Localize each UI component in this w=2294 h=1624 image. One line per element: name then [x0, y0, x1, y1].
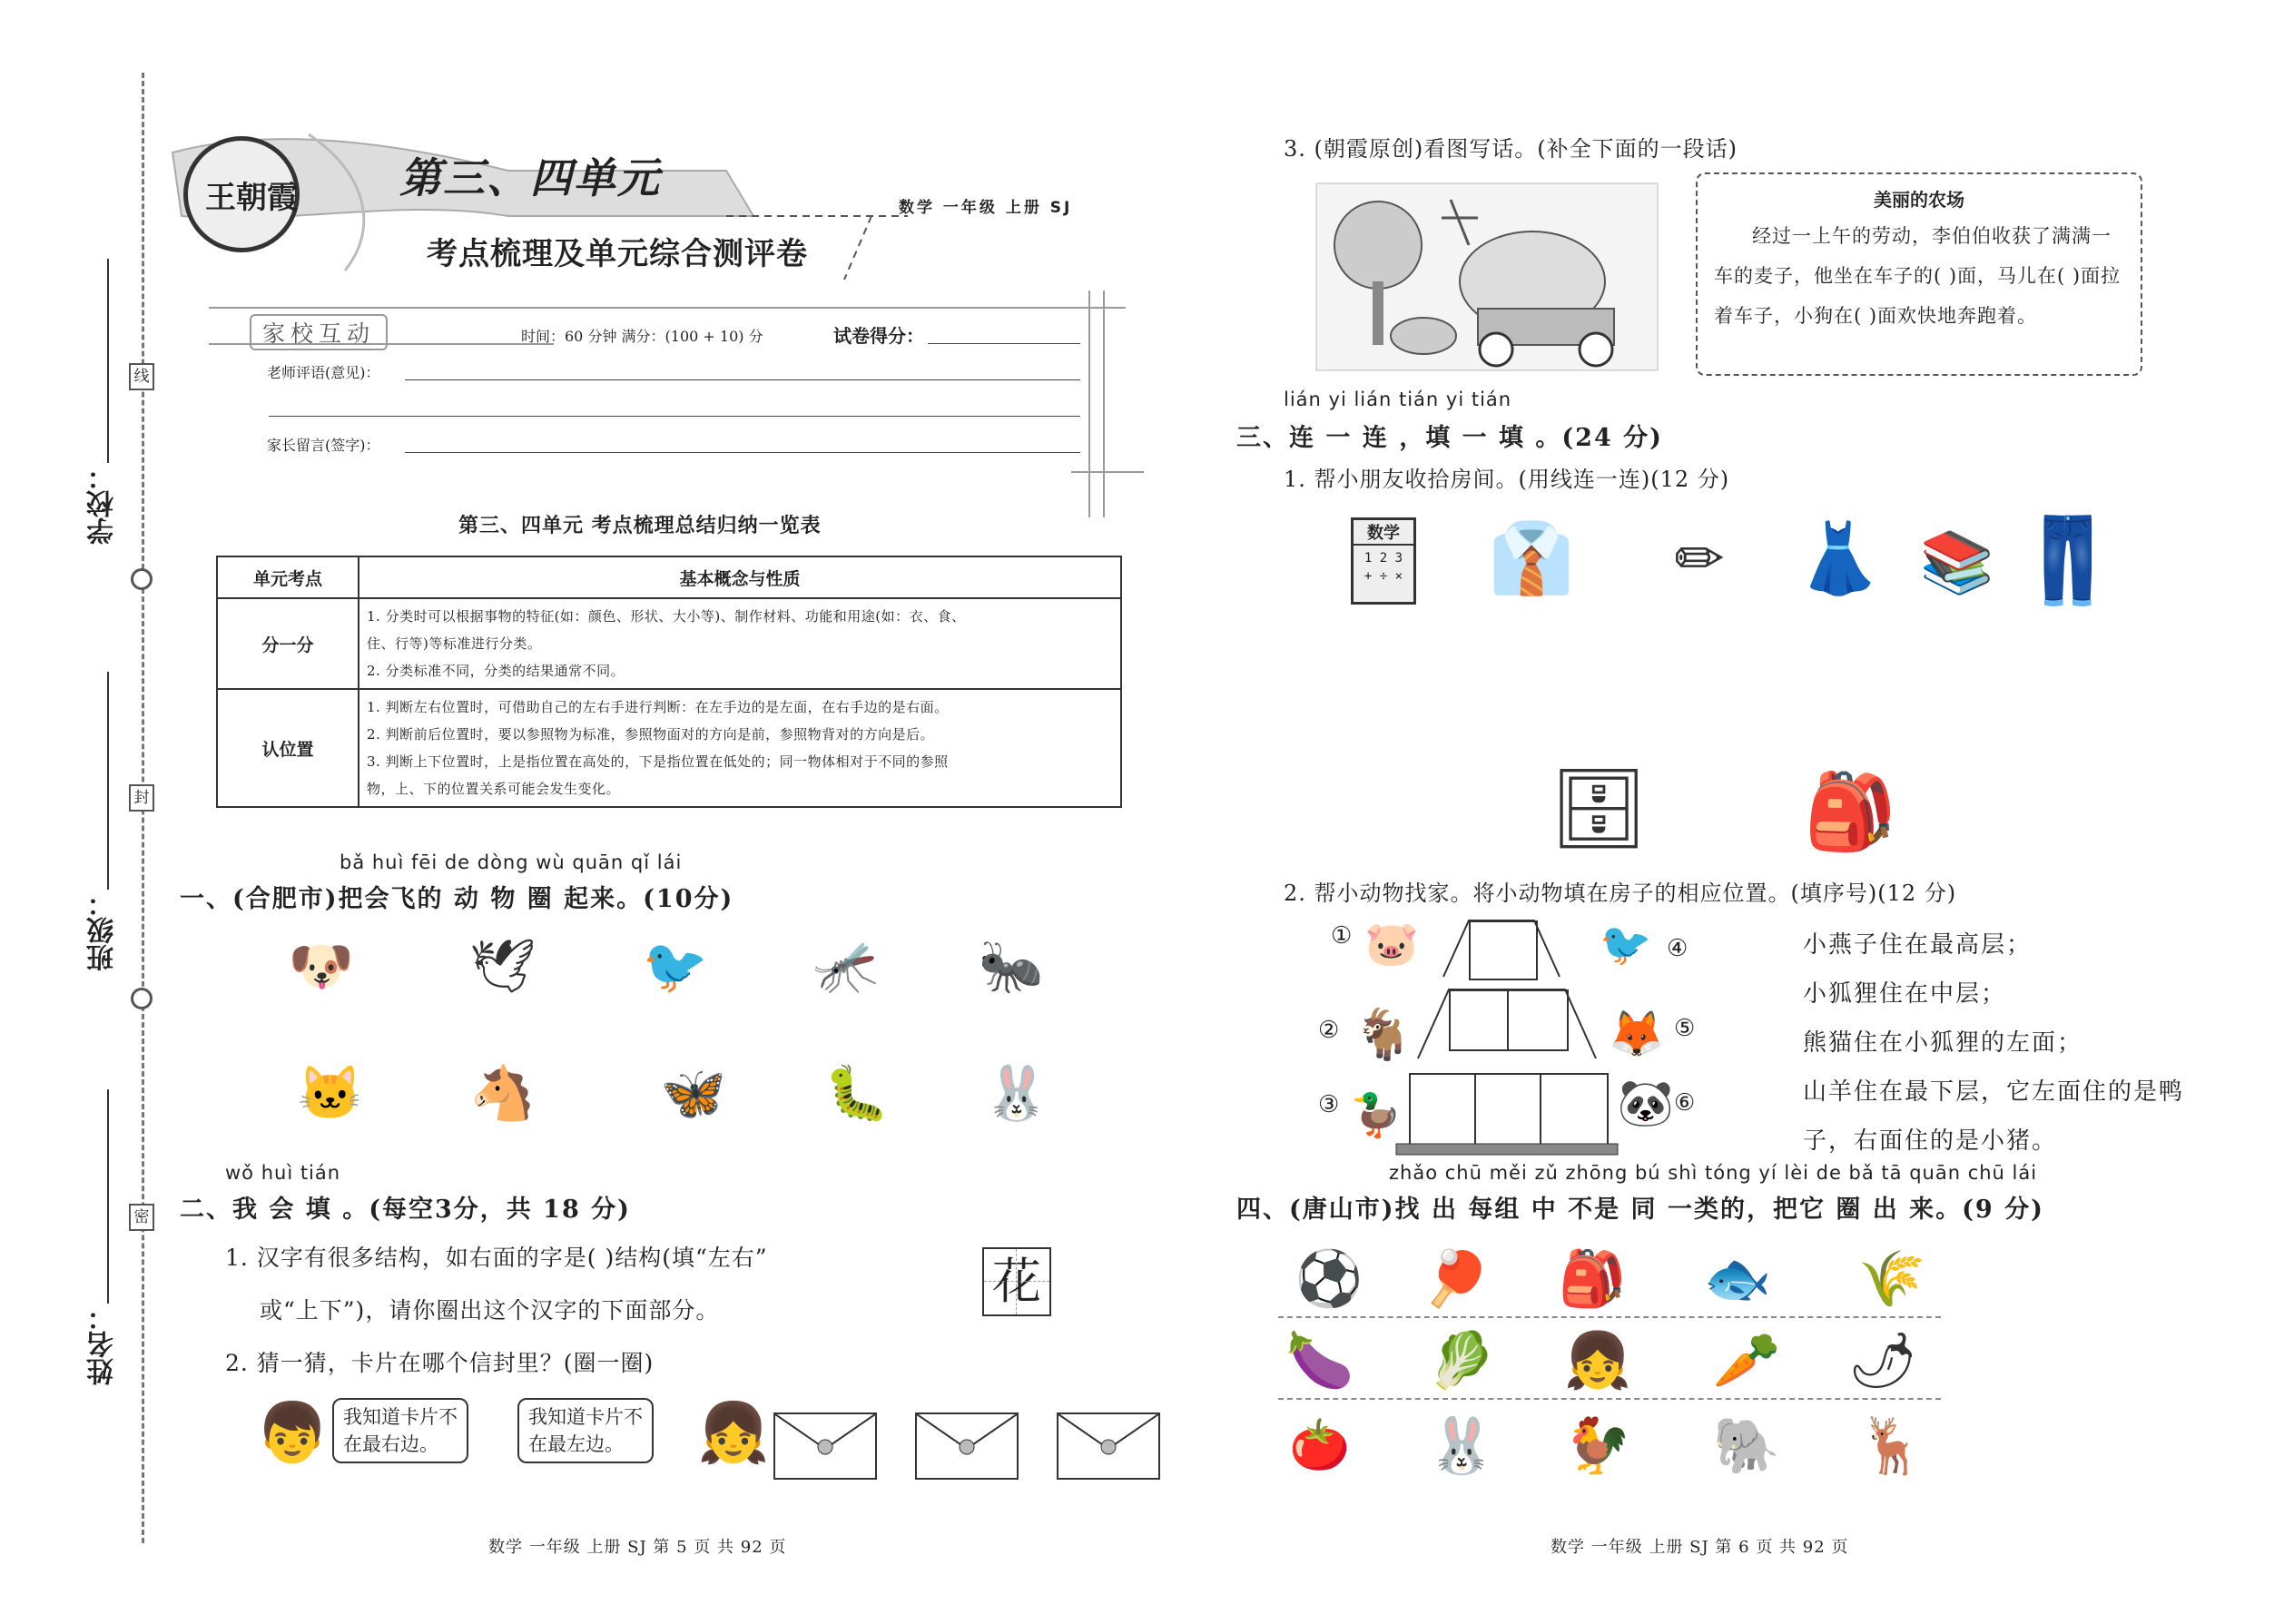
- section3-sub1: 1. 帮小朋友收拾房间。(用线连一连)(12 分): [1284, 467, 1730, 492]
- section3-sub2: 2. 帮小动物找家。将小动物填在房子的相应位置。(填序号)(12 分): [1284, 881, 1957, 906]
- pig-icon: 🐷: [1364, 918, 1419, 969]
- animal-rabbit-icon[interactable]: 🐰: [983, 1061, 1050, 1124]
- animal-butterfly-icon[interactable]: 🦋: [660, 1061, 727, 1124]
- q3-write-heading: 3. (朝霞原创)看图写话。(补全下面的一段话): [1284, 136, 1738, 162]
- class-field[interactable]: [107, 672, 109, 890]
- binding-mark-mi: 密: [129, 1204, 154, 1231]
- animal-num-5: ⑤: [1674, 1015, 1696, 1042]
- animal-swallow-icon[interactable]: 🐦: [642, 934, 709, 997]
- teacher-comment-field[interactable]: [269, 416, 1080, 417]
- bubble-left-line1: 我知道卡片不: [343, 1406, 458, 1428]
- speech-bubble-left: [332, 1398, 468, 1463]
- summary-table-title: 第三、四单元 考点梳理总结归纳一览表: [458, 514, 822, 537]
- subject-tag: 数学 一年级 上册 SJ: [899, 199, 1073, 217]
- table-cell-category: 认位置: [217, 689, 359, 807]
- group-separator: [1278, 1316, 1941, 1318]
- q2-pinyin: wǒ huì tián: [225, 1162, 341, 1184]
- q2-heading: 二、我 会 填 。(每空3分，共 18 分): [180, 1196, 631, 1224]
- animal-dragonfly-icon[interactable]: 🦟: [812, 934, 880, 997]
- binding-mark-xian: 线: [129, 363, 154, 390]
- footer-left: 数学 一年级 上册 SJ 第 5 页 共 92 页: [488, 1538, 787, 1557]
- footer-right: 数学 一年级 上册 SJ 第 6 页 共 92 页: [1551, 1538, 1849, 1557]
- section3-heading: 三、连 一 连 ，填 一 填 。(24 分): [1236, 424, 1663, 452]
- teacher-comment-field[interactable]: [405, 379, 1080, 380]
- page-title: 第三、四单元: [399, 153, 661, 202]
- books-icon[interactable]: 📚: [1919, 527, 1995, 597]
- rule-line: 小燕子住在最高层；: [1803, 931, 2033, 959]
- envelope-icon: [1058, 1414, 1158, 1478]
- time-info: 时间：60 分钟 满分：(100 + 10) 分: [521, 328, 763, 345]
- animal-horse-icon[interactable]: 🐴: [469, 1061, 537, 1124]
- name-label: 姓名：: [87, 1304, 119, 1385]
- description-line: 1. 分类时可以根据事物的特征(如：颜色、形状、大小等)、制作材料、功能和用途(如：衣、食、: [367, 608, 966, 625]
- wardrobe-icon[interactable]: 🗄: [1549, 763, 1649, 854]
- school-field[interactable]: [107, 259, 109, 463]
- summary-table: [216, 556, 1122, 808]
- animal-num-2: ②: [1318, 1017, 1340, 1044]
- math-book-digits: 1 2 3 + ÷ ×: [1364, 551, 1403, 584]
- animal-dog-icon[interactable]: 🐶: [288, 934, 355, 997]
- rule-line: 小狐狸住在中层；: [1803, 980, 2007, 1008]
- farm-box-title: 美丽的农场: [1874, 189, 1964, 211]
- score-label: 试卷得分：: [833, 325, 924, 347]
- envelope-icon: [917, 1414, 1017, 1478]
- q1-heading: 一、(合肥市)把会飞的 动 物 圈 起来。(10分): [180, 885, 734, 913]
- ping-pong-icon[interactable]: 🏓: [1422, 1246, 1491, 1311]
- school-label: 学校：: [87, 463, 119, 545]
- logo-text: 王朝霞: [205, 180, 298, 216]
- envelope-icon: [775, 1414, 875, 1478]
- panda-icon: 🐼: [1617, 1076, 1675, 1129]
- girl-doll-icon[interactable]: 👧: [1563, 1328, 1632, 1393]
- teacher-comment-label: 老师评语(意见)：: [267, 364, 380, 381]
- flower-character-box[interactable]: 花: [982, 1247, 1051, 1316]
- description-line: 物，上、下的位置关系可能会发生变化。: [367, 781, 621, 797]
- description-line: 3. 判断上下位置时，上是指位置在高处的，下是指位置在低处的；同一物体相对于不同的参照: [367, 753, 949, 770]
- radish-icon[interactable]: 🥕: [1712, 1328, 1781, 1393]
- description-line: 2. 判断前后位置时，要以参照物为标准，参照物面对的方向是前，参照物背对的方向是后。: [367, 726, 935, 743]
- skirt-icon[interactable]: 👗: [1796, 517, 1883, 598]
- page-subtitle: 考点梳理及单元综合测评卷: [427, 236, 808, 272]
- eggplant-icon[interactable]: 🍆: [1285, 1328, 1354, 1393]
- table-cell-category: 分一分: [217, 598, 359, 689]
- binding-hole: [131, 988, 153, 1009]
- boy-icon: 👦: [256, 1399, 329, 1467]
- divider-line: [209, 307, 1126, 310]
- animal-num-4: ④: [1667, 935, 1689, 962]
- house-roof-lines: [1380, 904, 1634, 1158]
- goat-icon: 🐐: [1353, 1006, 1414, 1063]
- bag-icon[interactable]: 🎒: [1558, 1246, 1627, 1311]
- pepper-icon[interactable]: 🌶: [1847, 1328, 1918, 1393]
- bubble-left-line2: 在最右边。: [343, 1433, 438, 1455]
- envelope-right[interactable]: [1057, 1412, 1160, 1480]
- section4-heading: 四、(唐山市)找 出 每组 中 不是 同 一类的，把它 圈 出 来。(9 分): [1236, 1196, 2044, 1224]
- rabbit-icon[interactable]: 🐰: [1427, 1413, 1496, 1478]
- pants-icon[interactable]: 👖: [2015, 512, 2121, 609]
- deer-icon[interactable]: 🦌: [1857, 1413, 1926, 1478]
- binding-mark-feng: 封: [129, 784, 154, 812]
- animal-bird-icon[interactable]: 🕊: [469, 934, 537, 997]
- swallow-icon: 🐦: [1600, 919, 1652, 969]
- home-school-tag: 家校互动: [250, 314, 388, 350]
- farm-writing-box: [1696, 172, 2142, 376]
- farm-picture: [1314, 182, 1659, 372]
- rule-line: 子，右面住的是小猪。: [1803, 1127, 2058, 1155]
- cabbage-icon[interactable]: 🥬: [1427, 1328, 1496, 1393]
- table-header-cell: 基本概念与性质: [359, 556, 1121, 598]
- q1-pinyin: bǎ huì fēi de dòng wù quān qǐ lái: [340, 851, 683, 873]
- q2-sub1-line1: 1. 汉字有很多结构，如右面的字是( )结构(填“左右”: [225, 1245, 768, 1271]
- table-row: [217, 689, 1121, 807]
- rule-line: 熊猫住在小狐狸的左面；: [1803, 1029, 2083, 1057]
- schoolbag-icon[interactable]: 🎒: [1803, 769, 1897, 855]
- description-line: 2. 分类标准不同，分类的结果通常不同。: [367, 663, 625, 679]
- fish-icon[interactable]: 🐟: [1703, 1246, 1772, 1311]
- rooster-icon[interactable]: 🐓: [1563, 1413, 1632, 1478]
- group-separator: [1278, 1398, 1941, 1400]
- elephant-icon[interactable]: 🐘: [1712, 1413, 1781, 1478]
- q2-sub1-line2: 或“上下”)，请你圈出这个汉字的下面部分。: [260, 1297, 720, 1324]
- speech-bubble-right: [517, 1398, 654, 1463]
- table-header-cell: 单元考点: [217, 556, 359, 598]
- table-cell-description: [359, 689, 1121, 807]
- math-book-label: 数学: [1354, 520, 1413, 546]
- animal-num-6: ⑥: [1674, 1089, 1696, 1117]
- binding-hole: [131, 568, 153, 590]
- section3-pinyin: lián yi lián tián yi tián: [1284, 389, 1512, 410]
- envelope-middle[interactable]: [915, 1412, 1019, 1480]
- girl-icon: 👧: [697, 1399, 770, 1467]
- animal-num-1: ①: [1331, 922, 1353, 950]
- envelope-left[interactable]: [773, 1412, 877, 1480]
- animal-ant-icon[interactable]: 🐜: [978, 934, 1045, 997]
- bubble-right-line2: 在最左边。: [528, 1433, 624, 1455]
- q2-sub2: 2. 猜一猜，卡片在哪个信封里？(圈一圈): [225, 1350, 655, 1376]
- description-line: 住、行等)等标准进行分类。: [367, 635, 542, 652]
- pencil-case-icon[interactable]: ✏: [1674, 523, 1725, 594]
- name-field[interactable]: [107, 1089, 109, 1304]
- table-cell-description: [359, 598, 1121, 689]
- grain-icon[interactable]: 🌾: [1857, 1246, 1926, 1311]
- decorative-lines: [1071, 290, 1144, 517]
- table-header-row: [217, 556, 1121, 598]
- fox-icon: 🦊: [1608, 1007, 1666, 1060]
- house-rules: [1803, 920, 2184, 1166]
- football-icon[interactable]: ⚽: [1295, 1246, 1364, 1311]
- score-field[interactable]: [928, 343, 1080, 344]
- section4-pinyin: zhǎo chū měi zǔ zhōng bú shì tóng yí lèi de bǎ tā quān chū lái: [1389, 1162, 2038, 1184]
- class-label: 班级：: [87, 890, 119, 971]
- animal-num-3: ③: [1318, 1091, 1340, 1118]
- description-line: 1. 判断左右位置时，可借助自己的左右手进行判断：在左手边的是左面，在右手边的是右面。: [367, 699, 949, 715]
- math-book-icon[interactable]: [1351, 517, 1416, 605]
- rule-line: 山羊住在最下层，它左面住的是鸭: [1803, 1078, 2185, 1106]
- farm-box-text: 经过一上午的劳动，李伯伯收获了满满一车的麦子，他坐在车子的( )面，马儿在( )面拉着车子，小狗在( )面欢快地奔跑着。: [1714, 225, 2122, 327]
- duck-icon: 🦆: [1350, 1089, 1403, 1139]
- animal-cat-icon[interactable]: 🐱: [297, 1061, 364, 1124]
- parent-comment-field[interactable]: [405, 452, 1080, 453]
- bubble-right-line1: 我知道卡片不: [528, 1406, 643, 1428]
- animal-caterpillar-icon[interactable]: 🐛: [823, 1061, 891, 1124]
- table-row: [217, 598, 1121, 689]
- tomato-icon[interactable]: 🍅: [1289, 1416, 1351, 1473]
- parent-comment-label: 家长留言(签字)：: [267, 437, 380, 454]
- shirt-icon[interactable]: 👔: [1488, 517, 1575, 598]
